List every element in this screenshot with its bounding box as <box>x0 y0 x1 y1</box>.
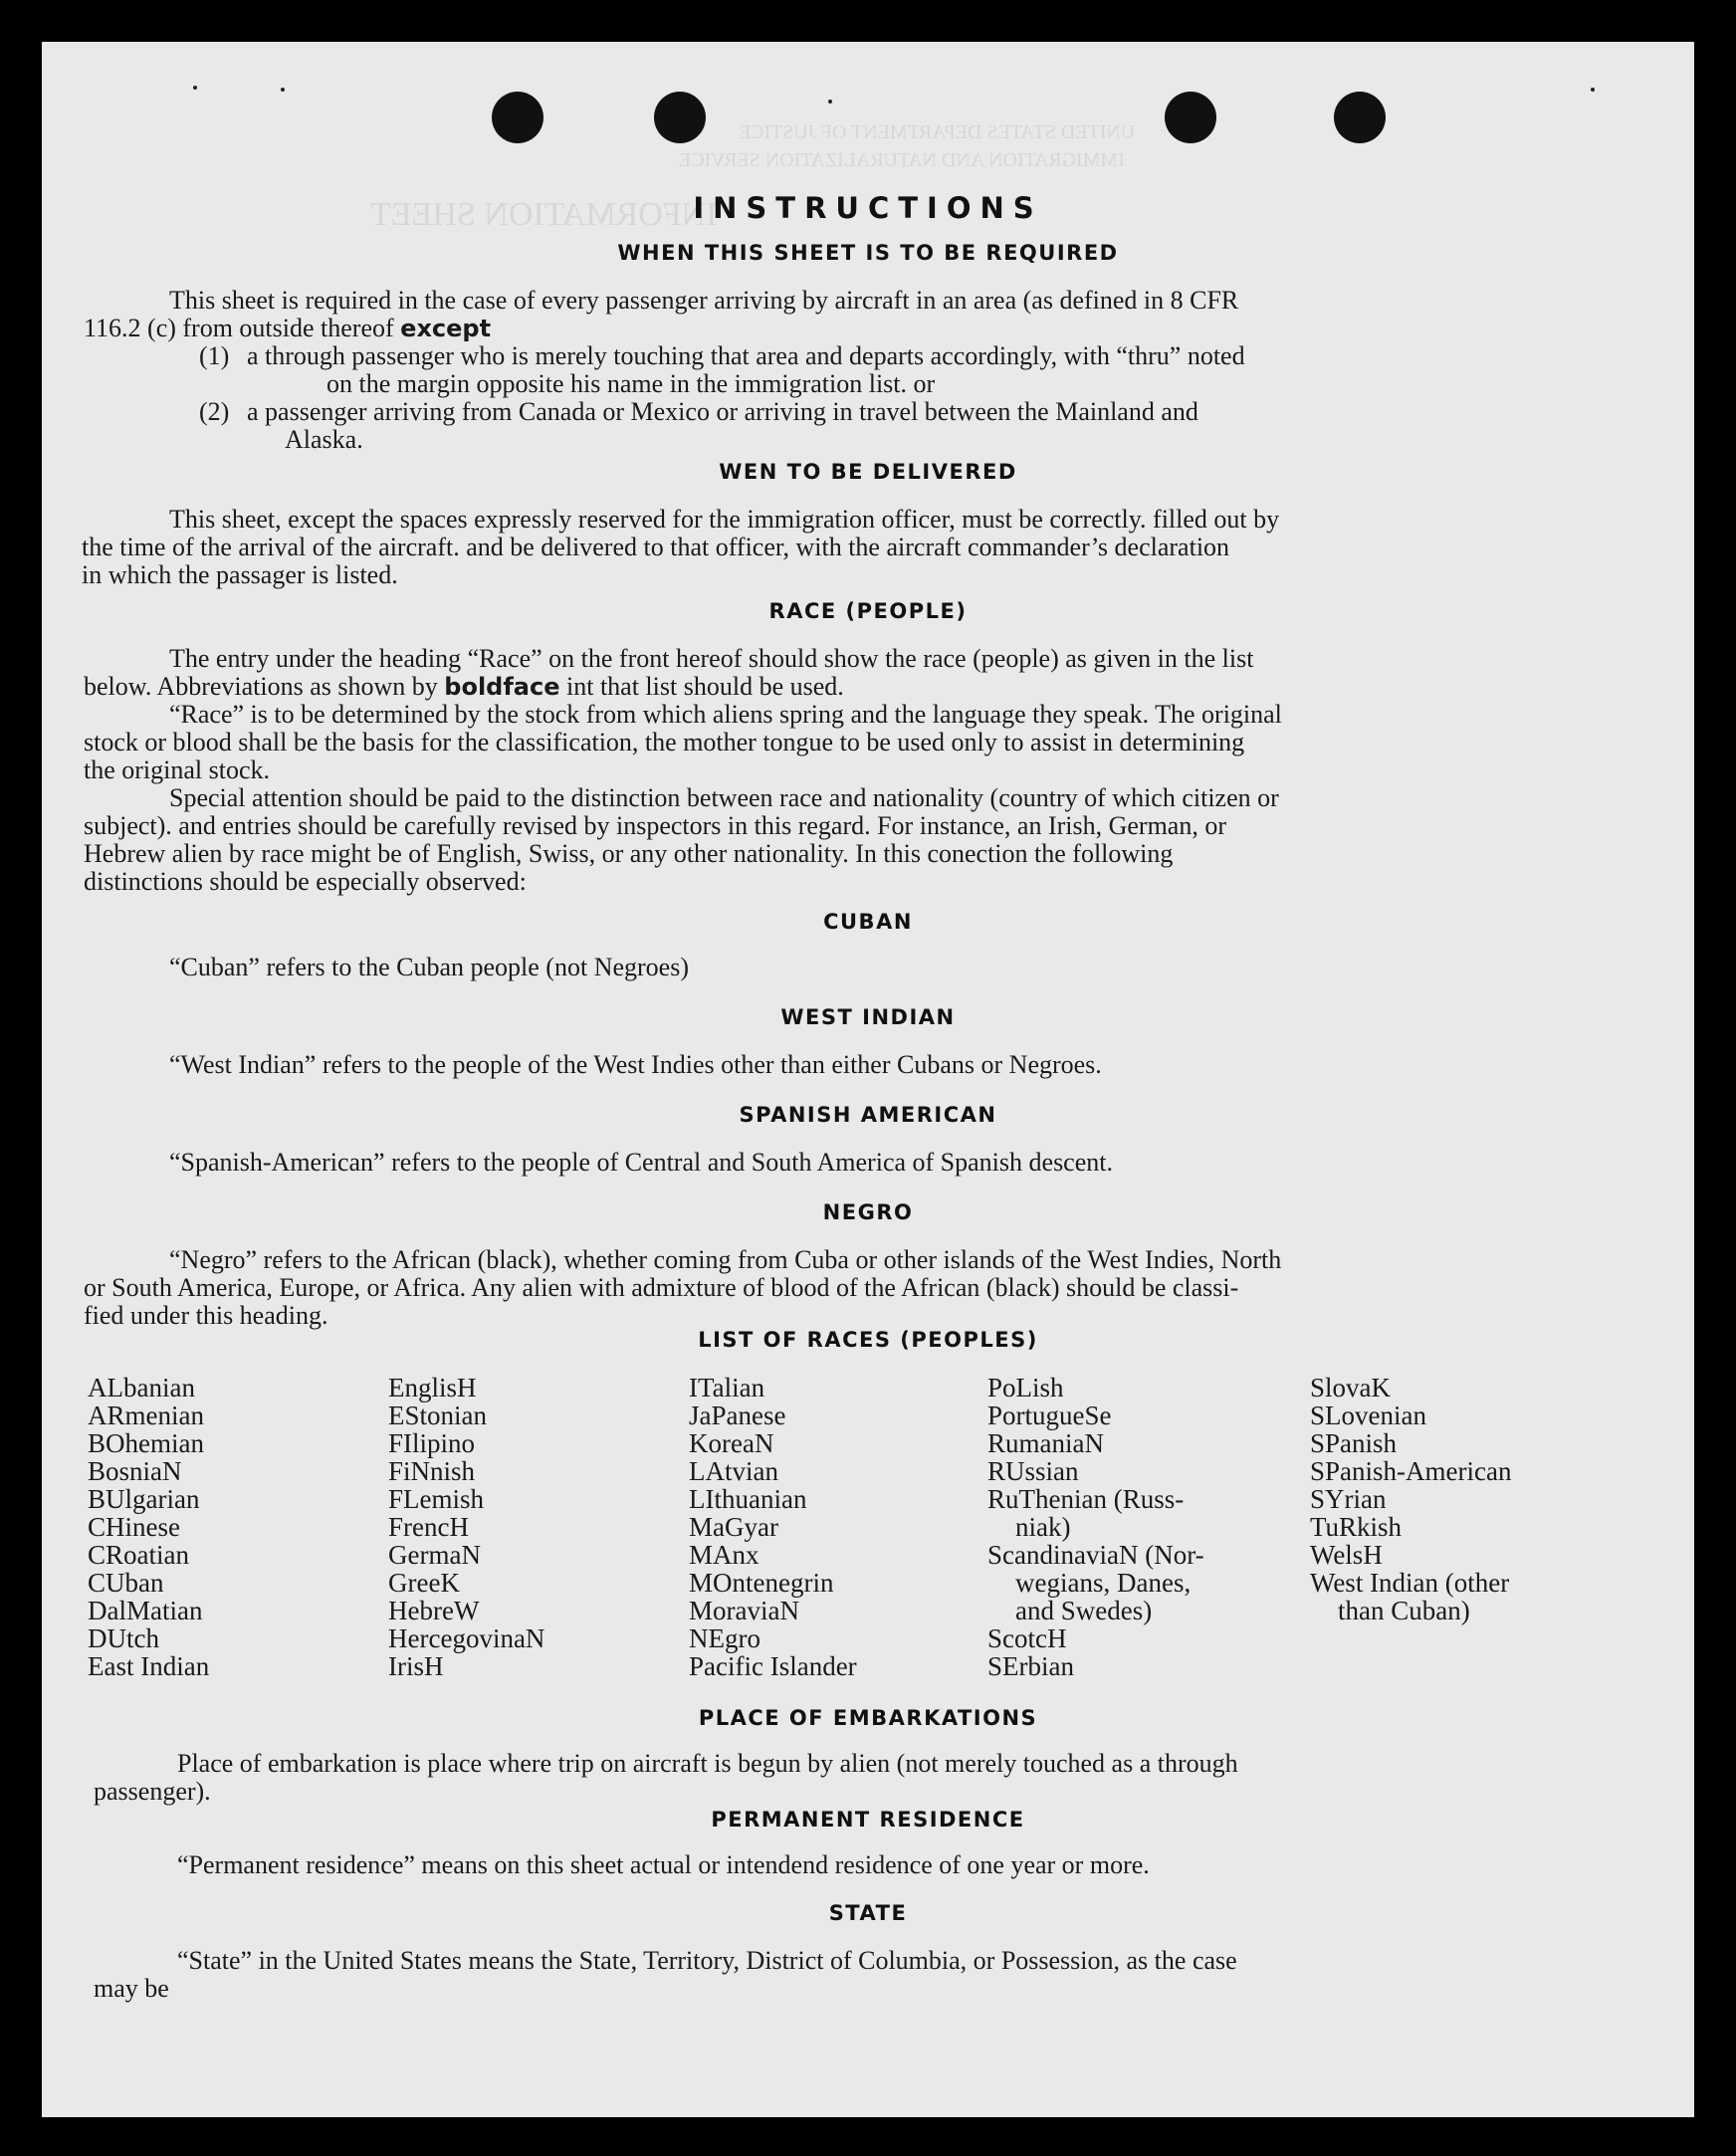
race-list-column <box>1310 1374 1511 1624</box>
speck <box>828 100 832 104</box>
emphasis: except <box>400 315 492 342</box>
paragraph-line: the time of the arrival of the aircraft. and be delivered to that officer, with the aircraft commander’s declaration <box>82 533 1230 561</box>
paragraph-line: passenger). <box>94 1777 211 1806</box>
list-item: WelsH <box>1310 1540 1383 1570</box>
list-item: DUtch <box>88 1623 159 1653</box>
paragraph-line: Hebrew alien by race might be of English, Swiss, or any other nationality. In this conection the following <box>84 839 1174 868</box>
paragraph-line <box>84 315 979 342</box>
paragraph-line: “West Indian” refers to the people of the West Indies other than either Cubans or Negroes. <box>169 1050 1102 1079</box>
list-item: BOhemian <box>88 1428 204 1458</box>
punch-hole <box>1165 92 1216 143</box>
list-item: MaGyar <box>689 1512 778 1542</box>
race-list-column <box>689 1374 857 1680</box>
punch-hole <box>492 92 543 143</box>
list-item: BosniaN <box>88 1456 182 1486</box>
document-page <box>42 42 1694 2117</box>
emphasis: boldface <box>444 673 560 701</box>
list-item: wegians, Danes, <box>1015 1568 1192 1598</box>
list-item: JaPanese <box>689 1401 786 1430</box>
speck <box>281 88 285 92</box>
paragraph-line: or South America, Europe, or Africa. Any alien with admixture of blood of the African (black) should be classi- <box>84 1273 1239 1302</box>
bleed-through-text: UNITED STATES DEPARTMENT OF JUSTICE <box>739 121 1136 143</box>
list-item: PortugueSe <box>987 1401 1112 1430</box>
paragraph-line: Special attention should be paid to the distinction between race and nationality (country of which citizen or <box>169 783 1279 812</box>
list-item: TuRkish <box>1310 1512 1403 1542</box>
paragraph-line <box>169 287 1593 315</box>
paragraph-line: a passenger arriving from Canada or Mexico or arriving in travel between the Mainland and <box>247 397 1198 426</box>
paragraph-line: a through passenger who is merely touching that area and departs accordingly, with “thru” noted <box>247 341 1245 370</box>
list-item: MAnx <box>689 1540 760 1570</box>
section-heading: PERMANENT RESIDENCE <box>711 1808 1025 1832</box>
section-heading: RACE (PEOPLE) <box>768 599 968 623</box>
paragraph-line: This sheet, except the spaces expressly reserved for the immigration officer, must be correctly. filled out by <box>169 505 1280 534</box>
list-item: DalMatian <box>88 1596 203 1625</box>
list-item: ARmenian <box>88 1401 204 1430</box>
list-item: LIthuanian <box>689 1484 807 1514</box>
list-item: FiNnish <box>388 1456 476 1486</box>
paragraph-line: fied under this heading. <box>84 1301 328 1330</box>
list-item: than Cuban) <box>1338 1596 1470 1625</box>
page-title: INSTRUCTIONS <box>693 191 1043 225</box>
list-item: GermaN <box>388 1540 481 1570</box>
paragraph-line: “State” in the United States means the State, Territory, District of Columbia, or Possession, as the case <box>177 1946 1237 1975</box>
paragraph-line: “Spanish-American” refers to the people of Central and South America of Spanish descent. <box>169 1148 1113 1177</box>
section-heading: WHEN THIS SHEET IS TO BE REQUIRED <box>617 241 1119 265</box>
list-item: NEgro <box>689 1623 760 1653</box>
section-heading: NEGRO <box>822 1200 914 1224</box>
paragraph-line: distinctions should be especially observed: <box>84 867 527 896</box>
list-item: CUban <box>88 1568 164 1598</box>
list-item: FrencH <box>388 1512 469 1542</box>
paragraph-line <box>84 673 1278 701</box>
race-list-column <box>388 1374 544 1680</box>
bleed-through-text: INFORMATION SHEET <box>370 196 718 233</box>
text: int that list should be used. <box>566 672 844 701</box>
list-item: ALbanian <box>88 1373 195 1402</box>
paragraph-line: stock or blood shall be the basis for the classification, the mother tongue to be used only to assist in determining <box>84 728 1245 756</box>
paragraph-line: on the margin opposite his name in the immigration list. or <box>326 369 936 398</box>
list-item: CRoatian <box>88 1540 189 1570</box>
speck <box>193 86 197 90</box>
section-heading: STATE <box>828 1901 908 1925</box>
list-item: BUlgarian <box>88 1484 200 1514</box>
list-item: IrisH <box>388 1651 444 1681</box>
list-number: (1) <box>199 341 230 370</box>
section-heading: PLACE OF EMBARKATIONS <box>698 1706 1038 1730</box>
paragraph-line: “Cuban” refers to the Cuban people (not Negroes) <box>169 953 689 981</box>
race-list-column <box>88 1374 209 1680</box>
section-heading: WEN TO BE DELIVERED <box>719 460 1017 484</box>
list-item: SLovenian <box>1310 1401 1426 1430</box>
text: This sheet is required in the case of every passenger arriving by aircraft in an area (as defined in 8 CFR <box>169 286 1239 315</box>
list-item: SPanish <box>1310 1428 1398 1458</box>
list-item: niak) <box>1015 1512 1071 1542</box>
list-item: LAtvian <box>689 1456 778 1486</box>
text: below. Abbreviations as shown by <box>84 672 438 701</box>
list-item: RuThenian (Russ- <box>987 1484 1185 1514</box>
list-item: and Swedes) <box>1015 1596 1153 1625</box>
list-number: (2) <box>199 397 230 426</box>
list-item: EnglisH <box>388 1373 477 1402</box>
section-heading: SPANISH AMERICAN <box>739 1103 997 1127</box>
paragraph-line: in which the passager is listed. <box>82 560 398 589</box>
list-item: East Indian <box>88 1651 210 1681</box>
punch-hole <box>1334 92 1386 143</box>
list-item: FLemish <box>388 1484 485 1514</box>
list-item: GreeK <box>388 1568 460 1598</box>
list-item: ScotcH <box>987 1623 1067 1653</box>
list-item: FIlipino <box>388 1428 476 1458</box>
list-item: RUssian <box>987 1456 1079 1486</box>
section-heading: CUBAN <box>823 910 913 934</box>
punch-hole <box>654 92 706 143</box>
list-item: RumaniaN <box>987 1428 1104 1458</box>
paragraph-line: subject). and entries should be carefully revised by inspectors in this regard. For instance, an Irish, German, or <box>84 811 1226 840</box>
paragraph-line: The entry under the heading “Race” on the front hereof should show the race (people) as given in the list <box>169 644 1254 673</box>
list-item: Pacific Islander <box>689 1651 857 1681</box>
list-item: SYrian <box>1310 1484 1387 1514</box>
list-item: KoreaN <box>689 1428 774 1458</box>
list-item: EStonian <box>388 1401 487 1430</box>
paragraph-line: “Race” is to be determined by the stock from which aliens spring and the language they speak. The original <box>169 700 1282 729</box>
list-item: SlovaK <box>1310 1373 1391 1402</box>
list-item: MoraviaN <box>689 1596 799 1625</box>
list-item: West Indian (other <box>1310 1568 1510 1598</box>
paragraph-line: Alaska. <box>285 425 363 454</box>
list-item: ITalian <box>689 1373 765 1402</box>
list-item: SPanish-American <box>1310 1456 1512 1486</box>
list-item: SErbian <box>987 1651 1074 1681</box>
paragraph-line: “Permanent residence” means on this sheet actual or intendend residence of one year or more. <box>177 1850 1150 1879</box>
section-heading: LIST OF RACES (PEOPLES) <box>698 1328 1038 1352</box>
list-item: HercegovinaN <box>388 1623 545 1653</box>
text: 116.2 (c) from outside thereof <box>84 314 394 342</box>
paragraph-line: Place of embarkation is place where trip on aircraft is begun by alien (not merely touched as a through <box>177 1749 1238 1778</box>
race-list-column <box>987 1374 1204 1680</box>
speck <box>1591 88 1595 92</box>
list-item: ScandinaviaN (Nor- <box>987 1540 1204 1570</box>
list-item: HebreW <box>388 1596 480 1625</box>
paragraph-line: “Negro” refers to the African (black), whether coming from Cuba or other islands of the West Indies, North <box>169 1245 1282 1274</box>
list-item: CHinese <box>88 1512 180 1542</box>
list-item: MOntenegrin <box>689 1568 834 1598</box>
paragraph-line: the original stock. <box>84 755 271 784</box>
section-heading: WEST INDIAN <box>780 1005 956 1029</box>
bleed-through-text: IMMIGRATION AND NATURALIZATION SERVICE <box>679 149 1125 171</box>
paragraph-line: may be <box>94 1974 169 2003</box>
list-item: PoLish <box>987 1373 1064 1402</box>
